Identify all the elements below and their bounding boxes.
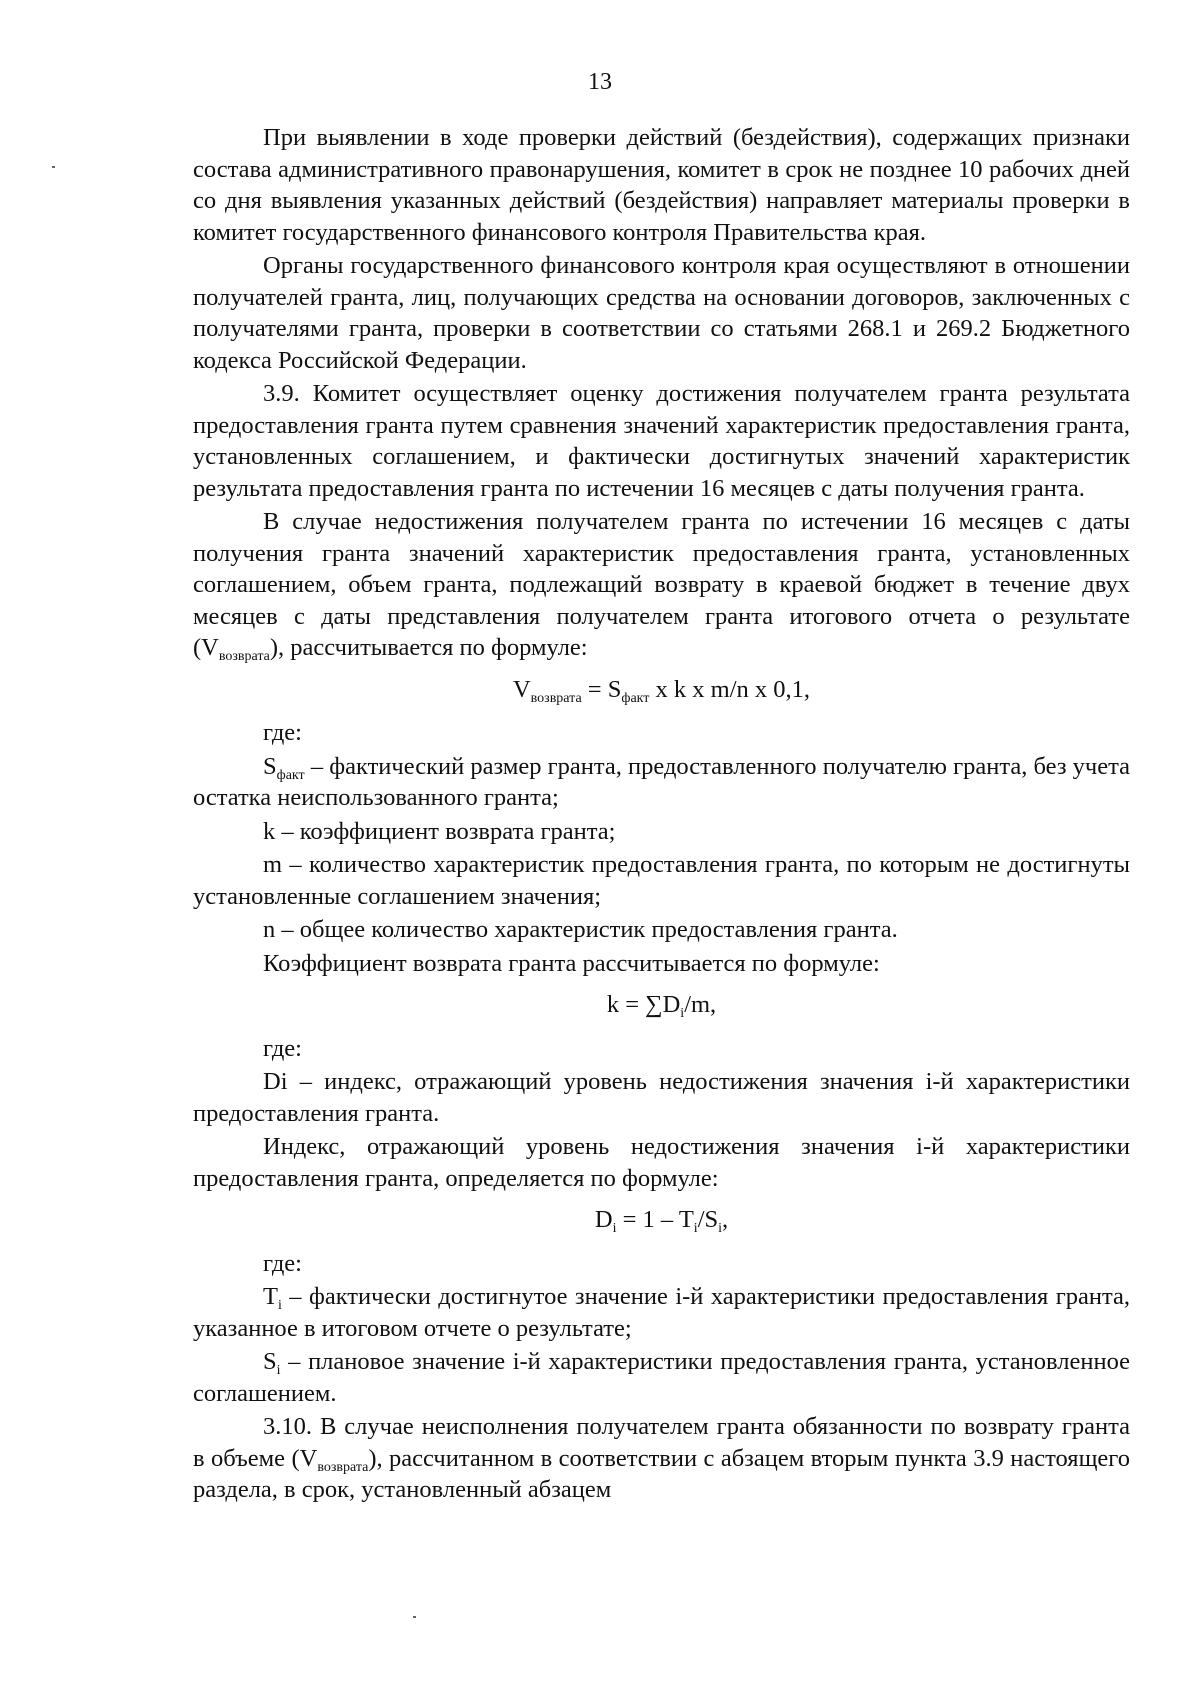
formula-return-volume	[193, 674, 1130, 706]
formula-symbol: V	[512, 675, 531, 703]
subscript: возврата	[218, 649, 270, 664]
scan-speck	[52, 166, 55, 168]
formula-symbol: D	[594, 1206, 613, 1233]
paragraph-coefficient-intro: Коэффициент возврата гранта рассчитывается по формуле:	[263, 949, 880, 977]
definition-di: Di – индекс, отражающий уровень недостижения значения i-й характеристики предоставления гранта.	[193, 1068, 1130, 1127]
definition-text: – плановое значение i-й характеристики предоставления гранта, установленное соглашением.	[193, 1348, 1130, 1407]
subscript: i	[718, 1221, 723, 1236]
symbol: S	[263, 752, 277, 780]
formula-text: ,	[722, 1206, 729, 1233]
formula-text: = S	[581, 675, 622, 703]
symbol: T	[263, 1283, 278, 1310]
paragraph-index-intro: Индекс, отражающий уровень недостижения значения i-й характеристики предоставления гранта, определяется по формуле:	[193, 1133, 1130, 1192]
text: ), рассчитывается по формуле:	[269, 634, 588, 661]
formula-text: x k x m/n x 0,1,	[649, 675, 811, 703]
subscript: факт	[276, 767, 305, 783]
paragraph-3-9: 3.9. Комитет осуществляет оценку достижения получателем гранта результата предоставления гранта путем сравнения значений характеристик предоставления гранта, установленных соглашением, и фактически достигнутых значений характеристик результата предоставления гранта по истечении 16 месяцев с даты получения гранта.	[193, 380, 1130, 502]
where-label: где:	[263, 1034, 302, 1062]
text: В случае недостижения получателем гранта по истечении 16 месяцев с даты получения гранта значений характеристик предоставления гранта, установленных соглашением, объем гранта, подлежащий возврату в краевой бюджет в течение двух месяцев с даты представления получателем гранта итогового отчета о результате (V	[193, 508, 1130, 661]
paragraph-violations: При выявлении в ходе проверки действий (бездействия), содержащих признаки состава административного правонарушения, комитет в срок не позднее 10 рабочих дней со дня выявления указанных действий (бездействия) направляет материалы проверки в комитет государственного финансового контроля Правительства края.	[193, 124, 1130, 246]
subscript: i	[276, 1363, 281, 1378]
definition-n: n – общее количество характеристик предоставления гранта.	[263, 916, 898, 943]
document-body	[193, 122, 1130, 1508]
paragraph-return-volume	[193, 506, 1130, 664]
definition-text: – фактически достигнутое значение i-й характеристики предоставления гранта, указанное в итоговом отчете о результате;	[193, 1283, 1130, 1342]
definition-s-fact	[193, 751, 1130, 814]
symbol: S	[263, 1348, 277, 1375]
subscript: i	[277, 1298, 282, 1313]
formula-coefficient	[193, 989, 1130, 1021]
subscript: возврата	[530, 690, 582, 706]
definition-si	[193, 1346, 1130, 1409]
definition-m: m – количество характеристик предоставления гранта, по которым не достигнуты установленные соглашением значения;	[193, 851, 1130, 910]
definition-text: – фактический размер гранта, предоставленного получателю гранта, без учета остатка неиспользованного гранта;	[193, 752, 1130, 811]
formula-text: /S	[697, 1206, 719, 1233]
formula-text: /m,	[684, 991, 717, 1018]
subscript: i	[612, 1221, 617, 1236]
text: ), рассчитанном в соответствии с абзацем вторым пункта 3.9 настоящего раздела, в срок, установленный абзацем	[193, 1444, 1130, 1503]
where-label: где:	[263, 719, 302, 746]
subscript: возврата	[317, 1459, 369, 1475]
formula-text: k = ∑D	[606, 991, 681, 1018]
subscript: i	[680, 1006, 685, 1021]
subscript: i	[693, 1221, 698, 1236]
formula-text: = 1 – T	[616, 1206, 694, 1233]
formula-index	[193, 1204, 1130, 1236]
where-label: где:	[263, 1249, 302, 1277]
paragraph-3-10	[193, 1411, 1130, 1506]
scan-speck	[413, 1616, 416, 1618]
subscript: факт	[621, 690, 650, 706]
definition-k: k – коэффициент возврата гранта;	[263, 817, 616, 845]
page-number: 13	[588, 69, 612, 95]
definition-ti	[193, 1281, 1130, 1344]
paragraph-financial-control: Органы государственного финансового контроля края осуществляют в отношении получателей гранта, лиц, получающих средства на основании договоров, заключенных с получателями гранта, проверки в соответствии со статьями 268.1 и 269.2 Бюджетного кодекса Российской Федерации.	[193, 252, 1130, 374]
text: 3.10. В случае неисполнения получателем гранта обязанности по возврату гранта в объеме (V	[193, 1413, 1130, 1472]
